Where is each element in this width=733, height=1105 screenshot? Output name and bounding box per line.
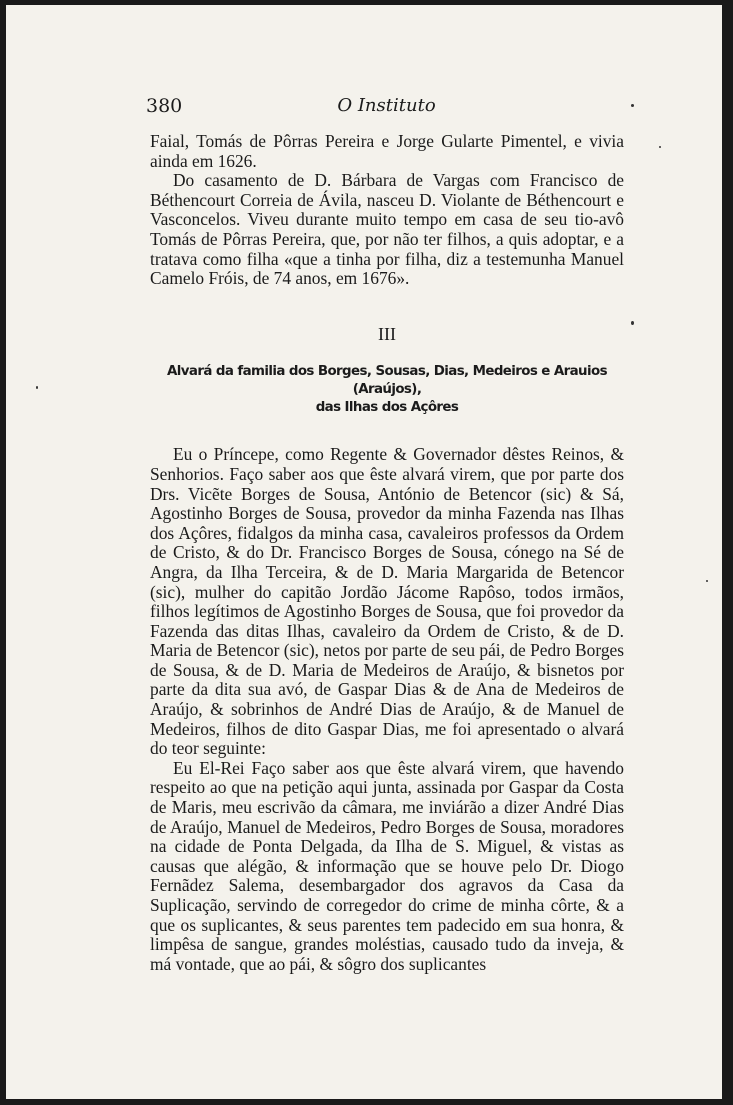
- print-speck: [659, 146, 661, 148]
- print-speck: [631, 104, 634, 107]
- section-numeral: III: [378, 323, 396, 344]
- print-speck: [631, 321, 634, 325]
- book-page: [6, 5, 722, 1099]
- print-speck: [706, 580, 708, 582]
- running-title: O Instituto: [337, 95, 436, 116]
- print-speck: [36, 386, 38, 389]
- page-body: [150, 132, 624, 974]
- page-number: 380: [146, 95, 183, 117]
- section-title-line-2: das Ilhas dos Açôres: [315, 400, 459, 416]
- section-title-line-1: Alvará da familia dos Borges, Sousas, Dias, Medeiros e Arauios (Araújos),: [167, 364, 607, 398]
- paragraph-marriage: Do casamento de D. Bárbara de Vargas com Francisco de Béthencourt Correia de Ávila, nasceu D. Violante de Béthencourt e Vasconcelos. Viveu durante muito tempo em casa de seu tio-avô Tomás de Pôrras Pereira, que, por não ter filhos, a quis adoptar, e a tratava como filha «que a tinha por filha, diz a testemunha Manuel Camelo Fróis, de 74 anos, em 1676».: [150, 170, 624, 289]
- page-header: [146, 95, 627, 121]
- paragraph-prince-decree: Eu o Príncepe, como Regente & Governador dêstes Reinos, & Senhorios. Faço saber aos que êste alvará virem, que por parte dos Drs. Vicẽte Borges de Sousa, António de Betencor (sic) & Sá, Agostinho Borges de Sousa, provedor da minha Fazenda nas Ilhas dos Açôres, fidalgos da minha casa, cavaleiros professos da Ordem de Cristo, & do Dr. Francisco Borges de Sousa, cónego na Sé de Angra, da Ilha Terceira, & de D. Maria Margarida de Betencor (sic), mulher do capitão Jordão Jácome Rapôso, todos irmãos, filhos legítimos de Agostinho Borges de Sousa, que foi provedor da Fazenda das ditas Ilhas, cavaleiro da Ordem de Cristo, & de D. Maria de Betencor (sic), netos por parte de seu pái, de Pedro Borges de Sousa, & de D. Maria de Medeiros de Araújo, & bisnetos por parte da dita sua avó, de Gaspar Dias & de Ana de Medeiros de Araújo, & sobrinhos de André Dias de Araújo, & de Manuel de Medeiros, filhos de dito Gaspar Dias, me foi apresentado o alvará do teor seguinte:: [150, 444, 624, 759]
- paragraph-continuation: Faial, Tomás de Pôrras Pereira e Jorge Gularte Pimentel, e vivia ainda em 1626.: [150, 131, 624, 171]
- paragraph-king-decree: Eu El-Rei Faço saber aos que êste alvará virem, que havendo respeito ao que na petição aqui junta, assinada por Gaspar da Costa de Maris, meu escrivão da câmara, me inviárão a dizer André Dias de Araújo, Manuel de Medeiros, Pedro Borges de Sousa, moradores na cidade de Ponta Delgada, da Ilha de S. Miguel, & vistas as causas que alégão, & informação que se houve pelo Dr. Diogo Fernãdez Salema, desembargador dos agravos da Casa da Suplicação, servindo de corregedor do crime de minha côrte, & a que os suplicantes, & seus parentes tem padecido em sua honra, & limpêsa de sangue, grandes moléstias, causado tudo da inveja, & má vontade, que ao pái, & sôgro dos suplicantes: [150, 757, 624, 974]
- section-title: [150, 363, 624, 417]
